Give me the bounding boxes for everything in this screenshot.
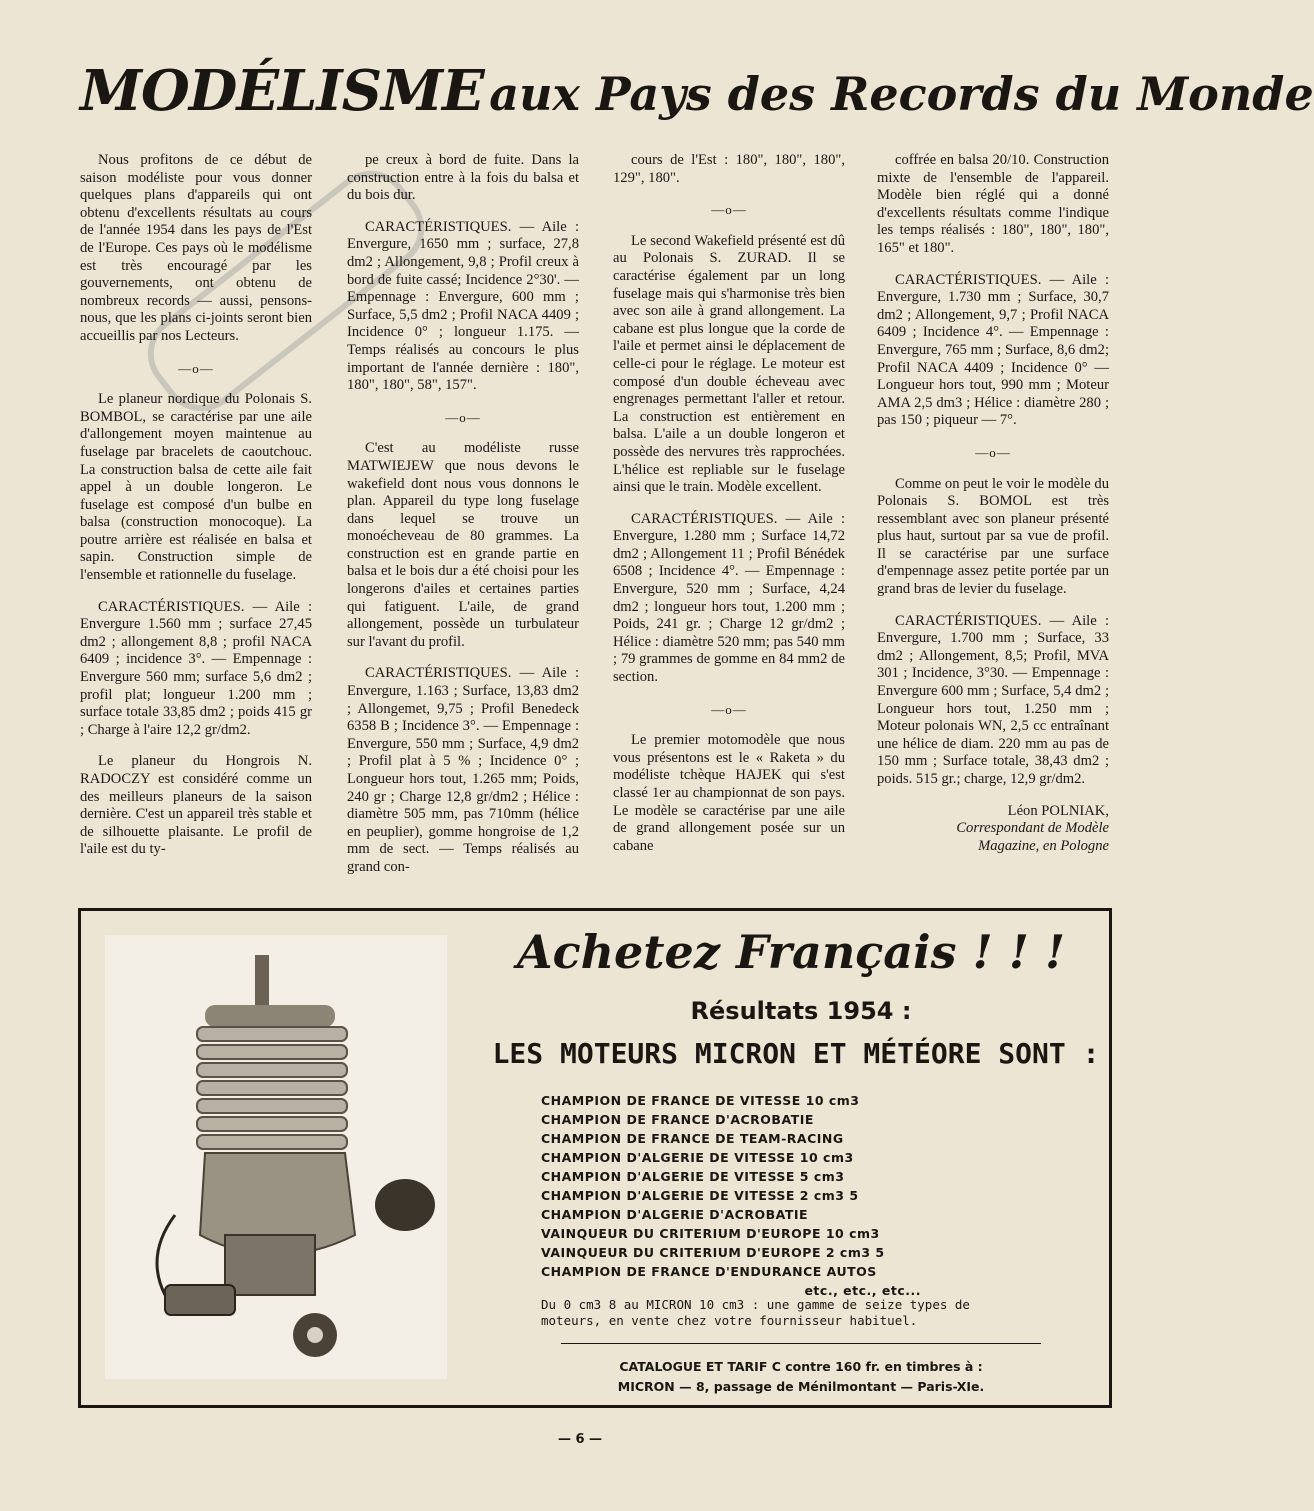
ad-motors-heading: LES MOTEURS MICRON ET MÉTÉORE SONT : (492, 1037, 1100, 1070)
champion-list (541, 1091, 981, 1300)
paragraph: CARACTÉRISTIQUES. — Aile : Envergure, 1.280 mm ; Surface 14,72 dm2 ; Allongement 11 ; Profil Bénédek 6508 ; Incidence 4°. — Empennage : Envergure, 520 mm ; Surface, 4,24 dm2 ; longueur hors tout, 1.200 mm ; Poids, 241 gr. ; Charge 12 gr/dm2 ; Hélice : diamètre 520 mm; pas 540 mm ; 79 grammes de gomme en 84 mm2 de section. (613, 510, 845, 686)
list-item: CHAMPION D'ALGERIE D'ACROBATIE (541, 1207, 809, 1222)
list-item: CHAMPION DE FRANCE D'ACROBATIE (541, 1112, 814, 1127)
paragraph: C'est au modéliste russe MATWIEJEW que nous devons le wakefield dont nous vous donnons le plan. Appareil du type long fuselage dans lequel se trouve un monoécheveau de 80 grammes. La construction est en grande partie en balsa et le bois dur a été choisi pour les longerons d'ailes et certaines parties qui fatiguent. L'aile, de grand allongement, possède un turbulateur sur l'avant du profil. (347, 440, 579, 650)
engine-photo (105, 935, 447, 1379)
advertisement (78, 908, 1112, 1408)
paragraph: CARACTÉRISTIQUES. — Aile : Envergure, 1.700 mm ; Surface, 33 dm2 ; Allongement, 8,5; Profil, MVA 301 ; Incidence, 3°30. — Empennage : Envergure 600 mm ; Surface, 5,4 dm2 ; Longueur hors tout, 1.250 mm ; Moteur polonais WN, 2,5 cc entraînant une hélice de diam. 220 mm au pas de 150 mm ; Surface totale, 38,43 dm2 ; poids. 515 gr.; charge, 12,9 gr/dm2. (877, 612, 1109, 787)
separator: —o— (178, 360, 214, 376)
article-column-4 (877, 152, 1109, 855)
page-number: — 6 — (557, 1432, 603, 1447)
list-item: VAINQUEUR DU CRITERIUM D'EUROPE 2 cm3 5 (541, 1245, 885, 1260)
list-item: CHAMPION D'ALGERIE DE VITESSE 5 cm3 (541, 1169, 845, 1184)
list-item: CHAMPION DE FRANCE DE TEAM-RACING (541, 1131, 844, 1146)
paragraph: Le second Wakefield présenté est dû au Polonais S. ZURAD. Il se caractérise également par un long fuselage mais qui s'harmonise très bien avec son aile à grand allongement. La cabane est plus longue que la corde de l'aile et permet ainsi le déplacement de celle-ci pour le réglage. Le moteur est composé d'un double écheveau avec engrenages permettant l'aller et retour. La construction est entièrement en balsa. L'aile a un double longeron et possède des nervures très rapprochées. L'hélice est repliable sur le fuselage ainsi que le train. Modèle excellent. (613, 232, 845, 496)
separator: —o— (711, 701, 747, 717)
author-name: Léon POLNIAK, (1007, 802, 1109, 819)
list-item: CHAMPION DE FRANCE D'ENDURANCE AUTOS (541, 1264, 877, 1279)
etc-line: etc., etc., etc... (804, 1283, 921, 1298)
paragraph: Le premier motomodèle que nous vous présentons est le « Raketa » du modéliste tchèque HAJEK qui s'est classé 1er au championnat de son pays. Le modèle se caractérise par une aile de grand allongement posée sur un cabane (613, 732, 845, 854)
paragraph: Le planeur du Hongrois N. RADOCZY est considéré comme un des meilleurs planeurs de la saison dernière. C'est un appareil très stable et de silhouette plaisante. Le profil de l'aile est du ty- (80, 753, 312, 858)
paragraph: CARACTÉRISTIQUES. — Aile : Envergure, 1.730 mm ; Surface, 30,7 dm2 ; Allongement, 9,7 ; Profil NACA 6409 ; Incidence 4°. — Empennage : Envergure, 765 mm ; Surface, 8,6 dm2; Profil NACA 4409 ; Incidence 0° — Longueur hors tout, 990 mm ; Moteur AMA 2,5 dm3 ; Hélice : diamètre 280 ; pas 150 ; piqueur — 7°. (877, 271, 1109, 429)
author-role: Correspondant de Modèle Magazine, en Pologne (956, 820, 1109, 854)
paragraph: coffrée en balsa 20/10. Construction mixte de l'ensemble de l'appareil. Modèle bien réglé qui a donné d'excellents résultats comme l'indique les temps réalisés : 180", 180", 180", 165" et 180". (877, 152, 1109, 256)
separator: —o— (445, 409, 481, 425)
title-sub: aux Pays des Records du Monde (489, 67, 1314, 121)
engine-illustration (105, 935, 447, 1379)
ad-catalogue: CATALOGUE ET TARIF C contre 160 fr. en timbres à : MICRON — 8, passage de Ménilmontant — Paris-XIe. (617, 1359, 985, 1394)
paragraph: CARACTÉRISTIQUES. — Aile : Envergure, 1.163 ; Surface, 13,83 dm2 ; Allongemet, 9,75 ; Profil Benedeck 6358 B ; Incidence 3°. — Empennage : Envergure, 550 mm ; Surface, 4,9 dm2 ; Profil plat à 5 % ; Incidence 0° ; Longueur hors tout, 1.265 mm; Poids, 240 gr ; Charge 12,8 gr/dm2 ; Hélice : diamètre 505 mm, pas 710mm (hélice en peuplier), gomme hongroise de 1,2 mm de sect. — Temps réalisés au grand con- (347, 665, 579, 875)
list-item: CHAMPION D'ALGERIE DE VITESSE 10 cm3 (541, 1150, 854, 1165)
paragraph: pe creux à bord de fuite. Dans la construction entre à la fois du balsa et du bois dur. (347, 152, 579, 204)
paragraph: Le planeur nordique du Polonais S. BOMBOL, se caractérise par une aile d'allongement moyen maintenue au fuselage par bracelets de caoutchouc. La construction balsa de cette aile fait appel à un double longeron. Le fuselage est composé d'un bulbe en balsa (construction monocoque). La poutre arrière est réalisée en balsa et sapin. Construction simple de l'ensemble et rationnelle du fuselage. (80, 391, 312, 584)
list-item: CHAMPION DE FRANCE DE VITESSE 10 cm3 (541, 1093, 860, 1108)
separator: —o— (975, 444, 1011, 460)
paragraph: Comme on peut le voir le modèle du Polonais S. BOMOL est très ressemblant avec son planeur présenté plus haut, surtout par sa vue de profil. Il se caractérise par une surface d'empennage assez petite portée par un grand bras de levier du fuselage. (877, 475, 1109, 598)
title-main: MODÉLISME (80, 58, 484, 124)
list-item: CHAMPION D'ALGERIE DE VITESSE 2 cm3 5 (541, 1188, 859, 1203)
paragraph: cours de l'Est : 180", 180", 180", 129", 180". (613, 152, 845, 186)
paragraph: CARACTÉRISTIQUES. — Aile : Envergure, 1650 mm ; surface, 27,8 dm2 ; Allongement, 9,8 ; Profil creux à bord de fuite cassé; Incidence 2°30'. — Empennage : Envergure, 600 mm ; Surface, 5,5 dm2 ; Profil NACA 4409 ; Incidence 0° ; longueur 1.175. — Temps réalisés au concours le plus important de l'année dernière : 180", 180", 180", 58", 157". (347, 218, 579, 394)
separator: —o— (711, 202, 747, 218)
divider (561, 1343, 1041, 1344)
list-item: VAINQUEUR DU CRITERIUM D'EUROPE 10 cm3 (541, 1226, 880, 1241)
ad-results-heading: Résultats 1954 : (690, 997, 912, 1025)
ad-headline: Achetez Français ! ! ! (516, 925, 1066, 979)
paragraph: Nous profitons de ce début de saison modéliste pour vous donner quelques plans d'appareils qui ont obtenu d'excellents résultats au cours de l'année 1954 dans les pays de l'Est de l'Europe. Ces pays où le modélisme est très encouragé par les gouvernements, ont obtenu de nombreux records — aussi, pensons-nous, que les plans ci-joints seront bien accueillis par nos Lecteurs. (80, 152, 312, 344)
article-column-2 (347, 152, 579, 877)
paragraph: CARACTÉRISTIQUES. — Aile : Envergure 1.560 mm ; surface 27,45 dm2 ; allongement 8,8 ; profil NACA 6409 ; incidence 3°. — Empennage : Envergure 560 mm; surface 5,6 dm2 ; profil plat; longueur 1.200 mm ; surface totale 33,85 dm2 ; poids 415 gr ; Charge à l'aire 12,2 gr/dm2. (80, 598, 312, 738)
article-column-1 (80, 152, 312, 859)
article-column-3 (613, 152, 845, 855)
page-title (80, 58, 1314, 148)
ad-range-text: Du 0 cm3 8 au MICRON 10 cm3 : une gamme de seize types de moteurs, en vente chez votre fournisseur habituel. (541, 1297, 970, 1328)
